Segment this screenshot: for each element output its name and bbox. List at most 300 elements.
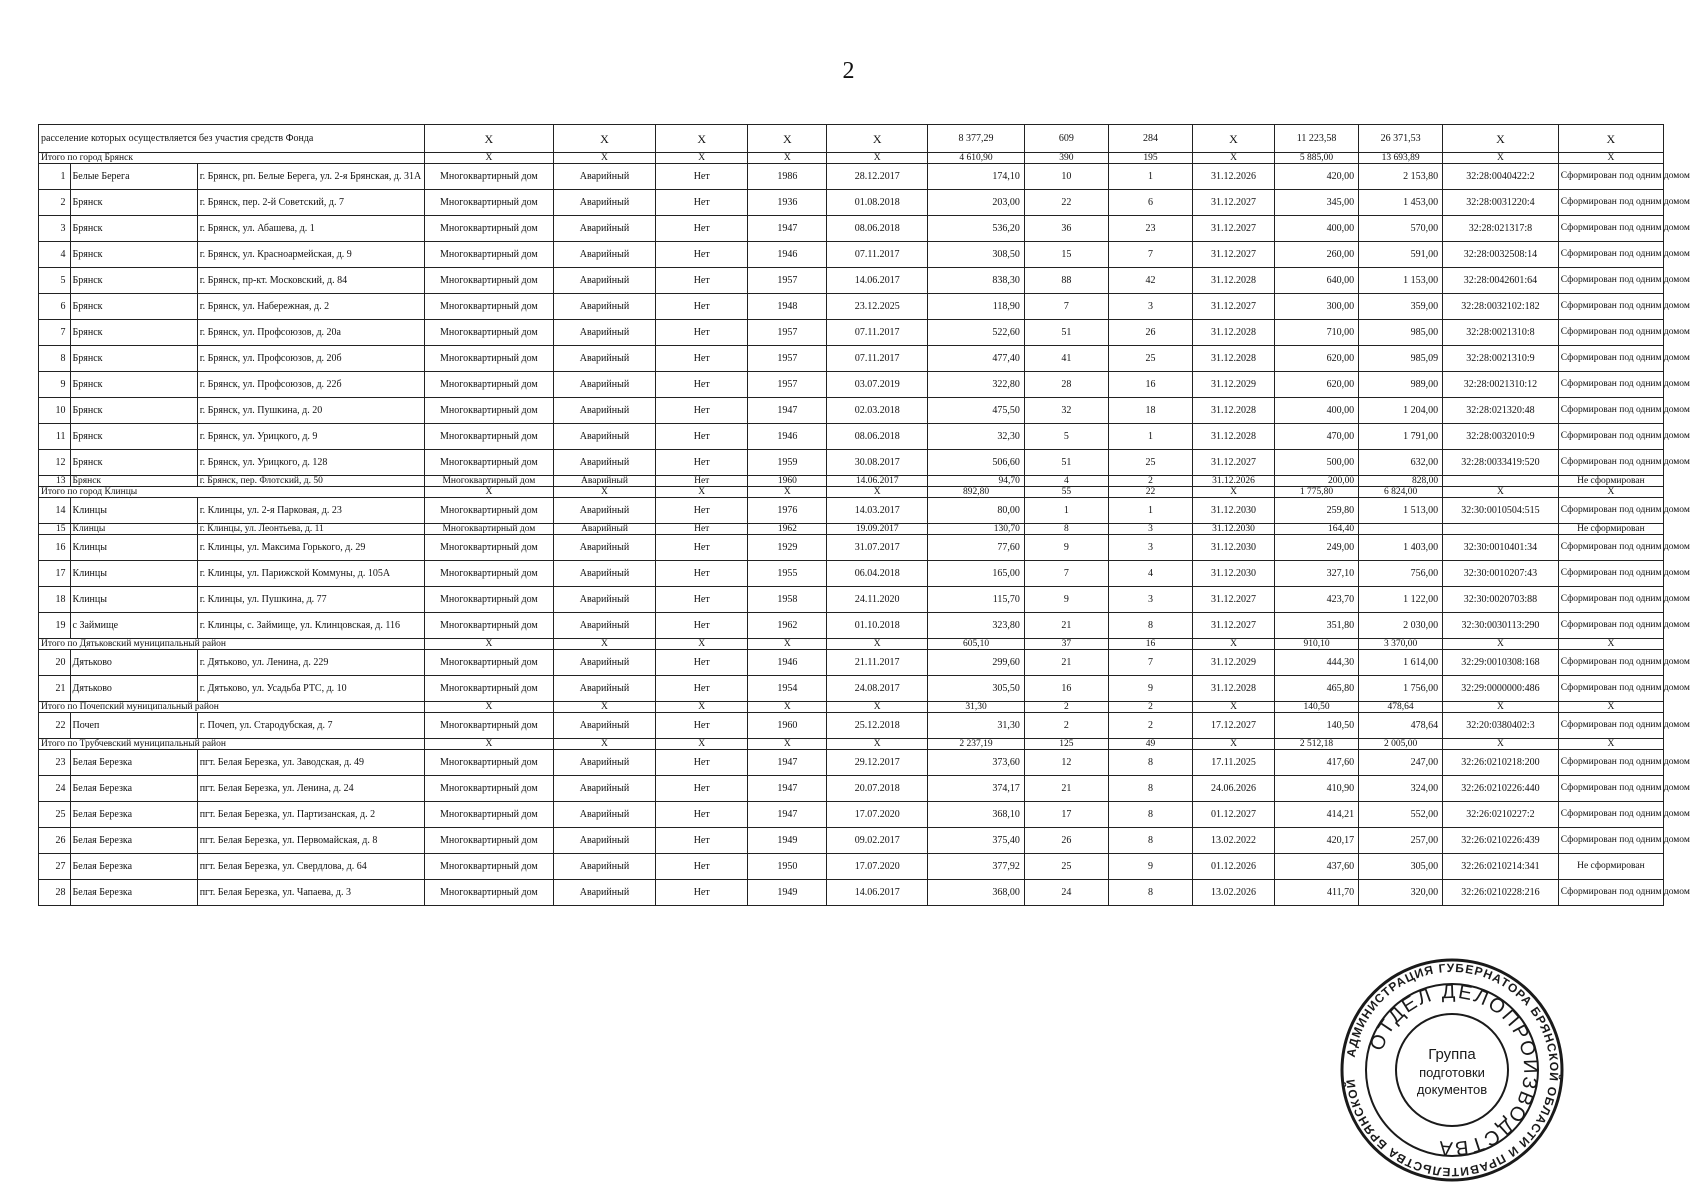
recognition-date-cell: 31.07.2017 <box>827 535 928 561</box>
subtotal-cell: Х <box>1558 153 1663 164</box>
area-cell: 115,70 <box>928 587 1025 613</box>
value-1-cell: 414,21 <box>1275 802 1359 828</box>
cadastral-number-cell: 32:20:0380402:3 <box>1443 713 1559 739</box>
status-cell: Сформирован под одним домом <box>1558 216 1663 242</box>
cadastral-number-cell: 32:28:0040422:2 <box>1443 164 1559 190</box>
recognition-date-cell: 06.04.2018 <box>827 561 928 587</box>
recognition-date-cell: 24.11.2020 <box>827 587 928 613</box>
address-cell: г. Брянск, ул. Урицкого, д. 9 <box>197 424 424 450</box>
house-type-cell: Многоквартирный дом <box>424 587 553 613</box>
year-cell: 1947 <box>748 802 827 828</box>
subtotal-cell: Х <box>1193 153 1275 164</box>
area-cell: 522,60 <box>928 320 1025 346</box>
row-number: 26 <box>39 828 71 854</box>
residents-cell: 9 <box>1024 535 1108 561</box>
house-type-cell: Многоквартирный дом <box>424 880 553 906</box>
year-cell: 1960 <box>748 476 827 487</box>
deadline-cell: 31.12.2027 <box>1193 613 1275 639</box>
address-cell: г. Брянск, рп. Белые Берега, ул. 2-я Брянская, д. 31А <box>197 164 424 190</box>
subtotal-cell: Х <box>1443 702 1559 713</box>
summary-cell: Х <box>1193 125 1275 153</box>
value-2-cell: 1 453,00 <box>1359 190 1443 216</box>
value-1-cell: 437,60 <box>1275 854 1359 880</box>
settlement-cell: Брянск <box>70 424 197 450</box>
recognition-date-cell: 17.07.2020 <box>827 854 928 880</box>
value-1-cell: 465,80 <box>1275 676 1359 702</box>
value-1-cell: 411,70 <box>1275 880 1359 906</box>
cadastral-number-cell <box>1443 524 1559 535</box>
area-cell: 368,00 <box>928 880 1025 906</box>
flag-cell: Нет <box>655 561 747 587</box>
year-cell: 1957 <box>748 268 827 294</box>
settlement-cell: Брянск <box>70 242 197 268</box>
summary-cell: Х <box>554 125 656 153</box>
condition-cell: Аварийный <box>554 750 656 776</box>
settlement-cell: Почеп <box>70 713 197 739</box>
subtotal-cell: Х <box>554 639 656 650</box>
recognition-date-cell: 21.11.2017 <box>827 650 928 676</box>
house-type-cell: Многоквартирный дом <box>424 320 553 346</box>
settlement-cell: Белая Березка <box>70 854 197 880</box>
recognition-date-cell: 20.07.2018 <box>827 776 928 802</box>
status-cell: Сформирован под одним домом <box>1558 164 1663 190</box>
settlement-cell: Брянск <box>70 294 197 320</box>
residents-cell: 15 <box>1024 242 1108 268</box>
subtotal-cell: 4 610,90 <box>928 153 1025 164</box>
address-cell: г. Брянск, пр-кт. Московский, д. 84 <box>197 268 424 294</box>
row-number: 4 <box>39 242 71 268</box>
area-cell: 375,40 <box>928 828 1025 854</box>
value-1-cell: 444,30 <box>1275 650 1359 676</box>
deadline-cell: 31.12.2026 <box>1193 476 1275 487</box>
house-type-cell: Многоквартирный дом <box>424 828 553 854</box>
status-cell: Сформирован под одним домом <box>1558 268 1663 294</box>
residents-cell: 26 <box>1024 828 1108 854</box>
row-number: 6 <box>39 294 71 320</box>
subtotal-row <box>39 702 1664 713</box>
condition-cell: Аварийный <box>554 776 656 802</box>
address-cell: г. Брянск, ул. Пушкина, д. 20 <box>197 398 424 424</box>
summary-cell: Х <box>1558 125 1663 153</box>
recognition-date-cell: 23.12.2025 <box>827 294 928 320</box>
subtotal-label: Итого по Почепский муниципальный район <box>39 702 425 713</box>
recognition-date-cell: 02.03.2018 <box>827 398 928 424</box>
subtotal-cell: Х <box>1443 153 1559 164</box>
flag-cell: Нет <box>655 346 747 372</box>
deadline-cell: 13.02.2026 <box>1193 880 1275 906</box>
condition-cell: Аварийный <box>554 268 656 294</box>
row-number: 27 <box>39 854 71 880</box>
recognition-date-cell: 14.03.2017 <box>827 498 928 524</box>
residents-cell: 8 <box>1024 524 1108 535</box>
value-2-cell: 320,00 <box>1359 880 1443 906</box>
area-cell: 174,10 <box>928 164 1025 190</box>
cadastral-number-cell: 32:29:0010308:168 <box>1443 650 1559 676</box>
row-number: 11 <box>39 424 71 450</box>
address-cell: пгт. Белая Березка, ул. Чапаева, д. 3 <box>197 880 424 906</box>
top-summary-row <box>39 125 1664 153</box>
deadline-cell: 31.12.2026 <box>1193 164 1275 190</box>
settlement-cell: Брянск <box>70 450 197 476</box>
condition-cell: Аварийный <box>554 190 656 216</box>
cadastral-number-cell: 32:26:0210227:2 <box>1443 802 1559 828</box>
flag-cell: Нет <box>655 676 747 702</box>
table-row <box>39 216 1664 242</box>
address-cell: г. Брянск, пер. 2-й Советский, д. 7 <box>197 190 424 216</box>
rooms-cell: 8 <box>1108 828 1192 854</box>
value-1-cell: 300,00 <box>1275 294 1359 320</box>
condition-cell: Аварийный <box>554 164 656 190</box>
address-cell: г. Брянск, пер. Флотский, д. 50 <box>197 476 424 487</box>
row-number: 8 <box>39 346 71 372</box>
recognition-date-cell: 01.10.2018 <box>827 613 928 639</box>
table-row <box>39 524 1664 535</box>
recognition-date-cell: 03.07.2019 <box>827 372 928 398</box>
cadastral-number-cell: 32:28:0032102:182 <box>1443 294 1559 320</box>
subtotal-cell: Х <box>1443 639 1559 650</box>
address-cell: г. Клинцы, с. Займище, ул. Клинцовская, д. 116 <box>197 613 424 639</box>
subtotal-cell: Х <box>424 487 553 498</box>
subtotal-cell: 140,50 <box>1275 702 1359 713</box>
cadastral-number-cell: 32:26:0210226:440 <box>1443 776 1559 802</box>
settlement-cell: с Займище <box>70 613 197 639</box>
status-cell: Сформирован под одним домом <box>1558 294 1663 320</box>
deadline-cell: 31.12.2030 <box>1193 498 1275 524</box>
rooms-cell: 6 <box>1108 190 1192 216</box>
condition-cell: Аварийный <box>554 802 656 828</box>
settlement-cell: Клинцы <box>70 587 197 613</box>
value-2-cell: 2 153,80 <box>1359 164 1443 190</box>
recognition-date-cell: 07.11.2017 <box>827 346 928 372</box>
cadastral-number-cell: 32:28:0021310:9 <box>1443 346 1559 372</box>
recognition-date-cell: 01.08.2018 <box>827 190 928 216</box>
address-cell: г. Брянск, ул. Профсоюзов, д. 20б <box>197 346 424 372</box>
residents-cell: 22 <box>1024 190 1108 216</box>
rooms-cell: 8 <box>1108 802 1192 828</box>
subtotal-cell: Х <box>424 153 553 164</box>
value-2-cell: 1 122,00 <box>1359 587 1443 613</box>
year-cell: 1957 <box>748 346 827 372</box>
condition-cell: Аварийный <box>554 854 656 880</box>
subtotal-cell: 390 <box>1024 153 1108 164</box>
flag-cell: Нет <box>655 498 747 524</box>
condition-cell: Аварийный <box>554 535 656 561</box>
subtotal-cell: Х <box>424 739 553 750</box>
value-2-cell: 756,00 <box>1359 561 1443 587</box>
settlement-cell: Дятьково <box>70 676 197 702</box>
settlement-cell: Брянск <box>70 190 197 216</box>
area-cell: 374,17 <box>928 776 1025 802</box>
row-number: 16 <box>39 535 71 561</box>
residents-cell: 21 <box>1024 650 1108 676</box>
residents-cell: 36 <box>1024 216 1108 242</box>
subtotal-cell: Х <box>424 702 553 713</box>
cadastral-number-cell: 32:28:0033419:520 <box>1443 450 1559 476</box>
condition-cell: Аварийный <box>554 242 656 268</box>
flag-cell: Нет <box>655 424 747 450</box>
cadastral-number-cell: 32:28:0032508:14 <box>1443 242 1559 268</box>
value-1-cell: 345,00 <box>1275 190 1359 216</box>
year-cell: 1947 <box>748 750 827 776</box>
recognition-date-cell: 09.02.2017 <box>827 828 928 854</box>
status-cell: Не сформирован <box>1558 854 1663 880</box>
settlement-cell: Брянск <box>70 320 197 346</box>
year-cell: 1950 <box>748 854 827 880</box>
condition-cell: Аварийный <box>554 880 656 906</box>
subtotal-cell: Х <box>748 487 827 498</box>
rooms-cell: 4 <box>1108 561 1192 587</box>
status-cell: Сформирован под одним домом <box>1558 880 1663 906</box>
recognition-date-cell: 08.06.2018 <box>827 216 928 242</box>
subtotal-cell: Х <box>554 702 656 713</box>
house-type-cell: Многоквартирный дом <box>424 294 553 320</box>
table-row <box>39 294 1664 320</box>
row-number: 14 <box>39 498 71 524</box>
house-type-cell: Многоквартирный дом <box>424 164 553 190</box>
flag-cell: Нет <box>655 242 747 268</box>
subtotal-cell: Х <box>827 487 928 498</box>
summary-cell: 11 223,58 <box>1275 125 1359 153</box>
summary-cell: Х <box>1443 125 1559 153</box>
area-cell: 130,70 <box>928 524 1025 535</box>
house-type-cell: Многоквартирный дом <box>424 713 553 739</box>
housing-registry-table <box>38 124 1690 906</box>
table-row <box>39 750 1664 776</box>
row-number: 9 <box>39 372 71 398</box>
subtotal-cell: 37 <box>1024 639 1108 650</box>
cadastral-number-cell: 32:30:0020703:88 <box>1443 587 1559 613</box>
area-cell: 506,60 <box>928 450 1025 476</box>
rooms-cell: 8 <box>1108 776 1192 802</box>
flag-cell: Нет <box>655 294 747 320</box>
recognition-date-cell: 14.06.2017 <box>827 476 928 487</box>
year-cell: 1960 <box>748 713 827 739</box>
status-cell: Сформирован под одним домом <box>1558 320 1663 346</box>
row-number: 7 <box>39 320 71 346</box>
condition-cell: Аварийный <box>554 424 656 450</box>
status-cell: Сформирован под одним домом <box>1558 561 1663 587</box>
address-cell: г. Брянск, ул. Профсоюзов, д. 22б <box>197 372 424 398</box>
value-2-cell: 247,00 <box>1359 750 1443 776</box>
cadastral-number-cell: 32:28:021320:48 <box>1443 398 1559 424</box>
summary-cell: 26 371,53 <box>1359 125 1443 153</box>
year-cell: 1946 <box>748 242 827 268</box>
subtotal-cell: 5 885,00 <box>1275 153 1359 164</box>
seal-graphic <box>1337 955 1567 1185</box>
recognition-date-cell: 25.12.2018 <box>827 713 928 739</box>
address-cell: пгт. Белая Березка, ул. Свердлова, д. 64 <box>197 854 424 880</box>
year-cell: 1936 <box>748 190 827 216</box>
condition-cell: Аварийный <box>554 320 656 346</box>
address-cell: г. Клинцы, ул. Пушкина, д. 77 <box>197 587 424 613</box>
subtotal-cell: 31,30 <box>928 702 1025 713</box>
area-cell: 299,60 <box>928 650 1025 676</box>
residents-cell: 41 <box>1024 346 1108 372</box>
row-number: 5 <box>39 268 71 294</box>
house-type-cell: Многоквартирный дом <box>424 613 553 639</box>
table-row <box>39 498 1664 524</box>
seal-center-line-1: Группа <box>1428 1046 1476 1063</box>
rooms-cell: 7 <box>1108 242 1192 268</box>
row-number: 28 <box>39 880 71 906</box>
subtotal-label: Итого по Дятьковский муниципальный район <box>39 639 425 650</box>
official-seal-stamp <box>1337 955 1567 1185</box>
top-summary-label: расселение которых осуществляется без участия средств Фонда <box>39 125 425 153</box>
status-cell: Сформирован под одним домом <box>1558 776 1663 802</box>
year-cell: 1962 <box>748 613 827 639</box>
rooms-cell: 7 <box>1108 650 1192 676</box>
recognition-date-cell: 30.08.2017 <box>827 450 928 476</box>
rooms-cell: 23 <box>1108 216 1192 242</box>
value-1-cell: 420,17 <box>1275 828 1359 854</box>
settlement-cell: Клинцы <box>70 561 197 587</box>
table-row <box>39 424 1664 450</box>
subtotal-cell: Х <box>1443 487 1559 498</box>
flag-cell: Нет <box>655 450 747 476</box>
address-cell: г. Клинцы, ул. 2-я Парковая, д. 23 <box>197 498 424 524</box>
deadline-cell: 31.12.2029 <box>1193 650 1275 676</box>
row-number: 21 <box>39 676 71 702</box>
residents-cell: 4 <box>1024 476 1108 487</box>
rooms-cell: 3 <box>1108 524 1192 535</box>
subtotal-row <box>39 487 1664 498</box>
cadastral-number-cell <box>1443 476 1559 487</box>
year-cell: 1959 <box>748 450 827 476</box>
table-row <box>39 398 1664 424</box>
flag-cell: Нет <box>655 828 747 854</box>
subtotal-cell: 605,10 <box>928 639 1025 650</box>
residents-cell: 7 <box>1024 294 1108 320</box>
year-cell: 1929 <box>748 535 827 561</box>
status-cell: Сформирован под одним домом <box>1558 802 1663 828</box>
area-cell: 203,00 <box>928 190 1025 216</box>
subtotal-cell: Х <box>554 739 656 750</box>
value-2-cell <box>1359 524 1443 535</box>
cadastral-number-cell: 32:28:0042601:64 <box>1443 268 1559 294</box>
value-1-cell: 410,90 <box>1275 776 1359 802</box>
subtotal-cell: 2 <box>1024 702 1108 713</box>
table-row <box>39 372 1664 398</box>
recognition-date-cell: 19.09.2017 <box>827 524 928 535</box>
cadastral-number-cell: 32:30:0010504:515 <box>1443 498 1559 524</box>
settlement-cell: Брянск <box>70 476 197 487</box>
deadline-cell: 31.12.2027 <box>1193 294 1275 320</box>
condition-cell: Аварийный <box>554 713 656 739</box>
flag-cell: Нет <box>655 854 747 880</box>
condition-cell: Аварийный <box>554 346 656 372</box>
rooms-cell: 1 <box>1108 164 1192 190</box>
flag-cell: Нет <box>655 190 747 216</box>
seal-center-line-2: подготовки <box>1419 1065 1485 1080</box>
area-cell: 94,70 <box>928 476 1025 487</box>
year-cell: 1947 <box>748 216 827 242</box>
value-1-cell: 620,00 <box>1275 346 1359 372</box>
recognition-date-cell: 17.07.2020 <box>827 802 928 828</box>
cadastral-number-cell: 32:30:0030113:290 <box>1443 613 1559 639</box>
house-type-cell: Многоквартирный дом <box>424 242 553 268</box>
area-cell: 165,00 <box>928 561 1025 587</box>
status-cell: Сформирован под одним домом <box>1558 242 1663 268</box>
area-cell: 368,10 <box>928 802 1025 828</box>
value-1-cell: 500,00 <box>1275 450 1359 476</box>
year-cell: 1986 <box>748 164 827 190</box>
year-cell: 1949 <box>748 828 827 854</box>
deadline-cell: 31.12.2028 <box>1193 398 1275 424</box>
rooms-cell: 9 <box>1108 854 1192 880</box>
subtotal-cell: 195 <box>1108 153 1192 164</box>
area-cell: 80,00 <box>928 498 1025 524</box>
subtotal-cell: Х <box>827 153 928 164</box>
value-2-cell: 828,00 <box>1359 476 1443 487</box>
subtotal-cell: 55 <box>1024 487 1108 498</box>
flag-cell: Нет <box>655 398 747 424</box>
table-row <box>39 320 1664 346</box>
house-type-cell: Многоквартирный дом <box>424 268 553 294</box>
summary-cell: Х <box>748 125 827 153</box>
table-row <box>39 776 1664 802</box>
year-cell: 1947 <box>748 398 827 424</box>
subtotal-cell: Х <box>748 153 827 164</box>
address-cell: г. Брянск, ул. Набережная, д. 2 <box>197 294 424 320</box>
flag-cell: Нет <box>655 476 747 487</box>
page-number: 2 <box>842 58 855 84</box>
settlement-cell: Белая Березка <box>70 776 197 802</box>
seal-center-line-3: документов <box>1416 1082 1488 1097</box>
value-1-cell: 400,00 <box>1275 216 1359 242</box>
cadastral-number-cell: 32:30:0010207:43 <box>1443 561 1559 587</box>
flag-cell: Нет <box>655 587 747 613</box>
deadline-cell: 17.11.2025 <box>1193 750 1275 776</box>
rooms-cell: 25 <box>1108 450 1192 476</box>
status-cell: Сформирован под одним домом <box>1558 828 1663 854</box>
area-cell: 377,92 <box>928 854 1025 880</box>
year-cell: 1946 <box>748 424 827 450</box>
deadline-cell: 31.12.2027 <box>1193 450 1275 476</box>
recognition-date-cell: 08.06.2018 <box>827 424 928 450</box>
residents-cell: 51 <box>1024 450 1108 476</box>
recognition-date-cell: 14.06.2017 <box>827 268 928 294</box>
flag-cell: Нет <box>655 372 747 398</box>
address-cell: г. Клинцы, ул. Леонтьева, д. 11 <box>197 524 424 535</box>
subtotal-cell: 2 005,00 <box>1359 739 1443 750</box>
year-cell: 1954 <box>748 676 827 702</box>
residents-cell: 5 <box>1024 424 1108 450</box>
row-number: 18 <box>39 587 71 613</box>
flag-cell: Нет <box>655 802 747 828</box>
value-2-cell: 1 513,00 <box>1359 498 1443 524</box>
value-2-cell: 632,00 <box>1359 450 1443 476</box>
status-cell: Сформирован под одним домом <box>1558 346 1663 372</box>
address-cell: г. Клинцы, ул. Максима Горького, д. 29 <box>197 535 424 561</box>
settlement-cell: Клинцы <box>70 498 197 524</box>
year-cell: 1948 <box>748 294 827 320</box>
status-cell: Сформирован под одним домом <box>1558 713 1663 739</box>
deadline-cell: 01.12.2026 <box>1193 854 1275 880</box>
seal-ring-text: ОТДЕЛ ДЕЛОПРОИЗВОДСТВА <box>1365 980 1542 1160</box>
deadline-cell: 31.12.2028 <box>1193 346 1275 372</box>
subtotal-cell: Х <box>554 153 656 164</box>
residents-cell: 10 <box>1024 164 1108 190</box>
value-2-cell: 1 403,00 <box>1359 535 1443 561</box>
cadastral-number-cell: 32:26:0210214:341 <box>1443 854 1559 880</box>
value-1-cell: 164,40 <box>1275 524 1359 535</box>
flag-cell: Нет <box>655 535 747 561</box>
area-cell: 32,30 <box>928 424 1025 450</box>
rooms-cell: 1 <box>1108 424 1192 450</box>
value-1-cell: 260,00 <box>1275 242 1359 268</box>
condition-cell: Аварийный <box>554 613 656 639</box>
area-cell: 477,40 <box>928 346 1025 372</box>
